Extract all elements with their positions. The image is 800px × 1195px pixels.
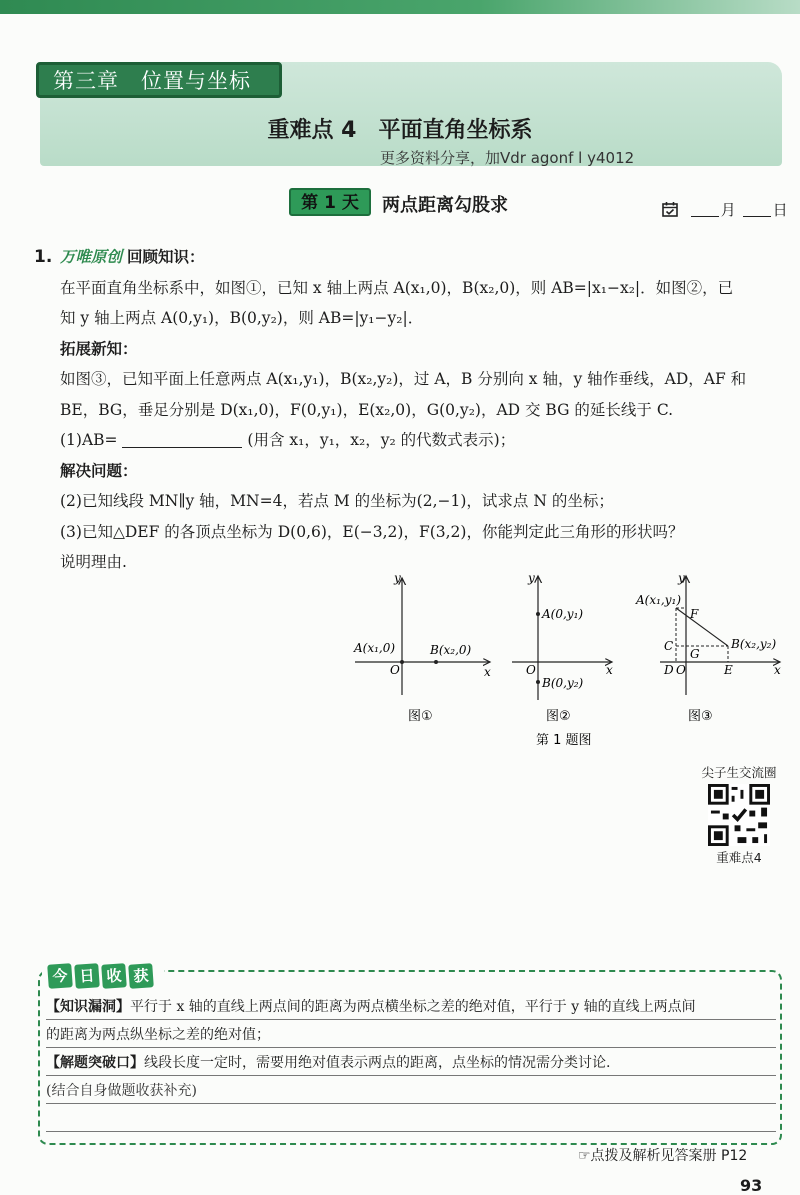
knowledge-gap-label: 【知识漏洞】 [46,999,130,1015]
fig2-point-b [536,680,540,684]
fig3-o-label: O [676,663,686,677]
part-3-line-1: (3)已知△DEF 的各顶点坐标为 D(0,6)，E(−3,2)，F(3,2)，你能判定此三角形的形状吗？ [60,522,684,541]
part-1-suffix: (用含 x₁，y₁，x₂，y₂ 的代数式表示)； [247,431,516,449]
qr-top-label: 尖子生交流圈 [701,765,777,780]
figure-2 [512,571,613,700]
fig1-point-a [400,660,404,664]
fig3-g-label: G [690,647,700,661]
summary-note-line[interactable]: (结合自身做题收获补充) [46,1079,776,1104]
knowledge-gap-text-1: 平行于 x 轴的直线上两点间的距离为两点横坐标之差的绝对值，平行于 y 轴的直线上两点间 [130,999,696,1015]
calendar-check-icon [662,202,678,217]
solve-label: 解决问题： [60,461,138,480]
fig3-e-label: E [724,663,733,677]
part-1-prefix: (1)AB= [60,431,118,449]
fig2-origin: O [526,663,536,677]
part-3-line-2: 说明理由. [60,553,127,571]
fig1-origin: O [390,663,400,677]
fig3-x-label: x [774,663,781,677]
fig1-point-b [434,660,438,664]
day-badge: 第 1 天 [289,188,371,216]
summary-title-char: 今 [47,963,73,989]
chapter-tab: 第三章 位置与坐标 [36,62,282,98]
figure-1 [353,571,491,695]
part-2: (2)已知线段 MN∥y 轴，MN=4，若点 M 的坐标为(2,−1)，试求点 N 的坐标； [60,492,614,510]
fig3-y-label: y [678,571,685,585]
summary-title-char: 收 [101,963,127,989]
fig1-x-label: x [484,665,491,679]
summary-gap-line-2: 的距离为两点纵坐标之差的绝对值； [46,1023,776,1048]
fig1-y-label: y [394,571,401,585]
fig3-c-label: C [664,639,674,653]
month-label: 月 [720,201,736,219]
extend-line-2: BE，BG，垂足分别是 D(x₁,0)，F(0,y₁)，E(x₂,0)，G(0,y₂)，AD 交 BG 的延长线于 C. [60,400,674,419]
figure-3 [635,571,781,695]
review-heading [60,242,780,273]
qr-code[interactable] [708,784,770,846]
review-line-1: 在平面直角坐标系中，如图①，已知 x 轴上两点 A(x₁,0)，B(x₂,0)，则 AB=|x₁−x₂|．如图②，已 [60,278,734,297]
day-blank[interactable] [743,202,771,217]
top-decor-stripe [0,0,800,14]
fig3-caption: 图③ [688,709,713,724]
brand-logo: 万唯原创 [60,248,123,266]
extend-label: 拓展新知： [60,339,138,358]
question-1 [34,242,780,578]
fig2-b-label: B(0,y₂) [542,676,584,690]
answer-reference: ☞点拨及解析见答案册 P12 [578,1148,748,1164]
fig2-a-label: A(0,y₁) [542,607,584,621]
breakthrough-label: 【解题突破口】 [46,1055,144,1071]
part-1 [60,425,780,456]
date-field [662,199,788,220]
share-note: 更多资料分享，加Vdr agonf l y4012 [380,149,635,167]
day-label: 日 [772,201,788,219]
answer-blank[interactable] [122,431,242,448]
summary-title [48,964,156,988]
fig1-caption: 图① [408,709,433,724]
fig3-f-label: F [690,607,699,621]
summary-blank-line[interactable] [46,1107,776,1132]
fig2-point-a [536,612,540,616]
figures-diagram [350,570,790,750]
fig3-d-label: D [664,663,674,677]
qr-code-icon [708,784,770,846]
fig3-a-label: A(x₁,y₁) [636,593,682,607]
fig2-y-label: y [528,571,535,585]
month-blank[interactable] [691,202,719,217]
figure-group-caption: 第 1 题图 [536,733,592,748]
summary-title-char: 日 [74,963,100,989]
summary-breakthrough-line [46,1051,776,1076]
fig2-caption: 图② [546,709,571,724]
fig3-b-label: B(x₂,y₂) [731,637,777,651]
question-number: 1. [34,247,53,267]
breakthrough-text: 线段长度一定时，需要用绝对值表示两点的距离，点坐标的情况需分类讨论. [144,1055,611,1071]
page-number: 93 [740,1176,763,1195]
summary-gap-line-1 [46,995,776,1020]
section-title: 重难点 4 平面直角坐标系 [267,118,533,143]
qr-bottom-label: 重难点4 [716,850,762,865]
fig2-x-label: x [606,663,613,677]
extend-line-1: 如图③，已知平面上任意两点 A(x₁,y₁)，B(x₂,y₂)，过 A，B 分别向 x 轴，y 轴作垂线，AD，AF 和 [60,370,747,388]
review-line-2: 知 y 轴上两点 A(0,y₁)，B(0,y₂)，则 AB=|y₁−y₂|． [60,309,424,327]
summary-title-char: 获 [128,963,154,989]
review-label: 回顾知识： [126,248,205,266]
qr-block [695,763,783,866]
fig3-segment-ab [676,608,728,646]
fig1-a-label: A(x₁,0) [354,641,396,655]
day-topic: 两点距离勾股求 [382,195,508,216]
fig1-b-label: B(x₂,0) [430,643,472,657]
